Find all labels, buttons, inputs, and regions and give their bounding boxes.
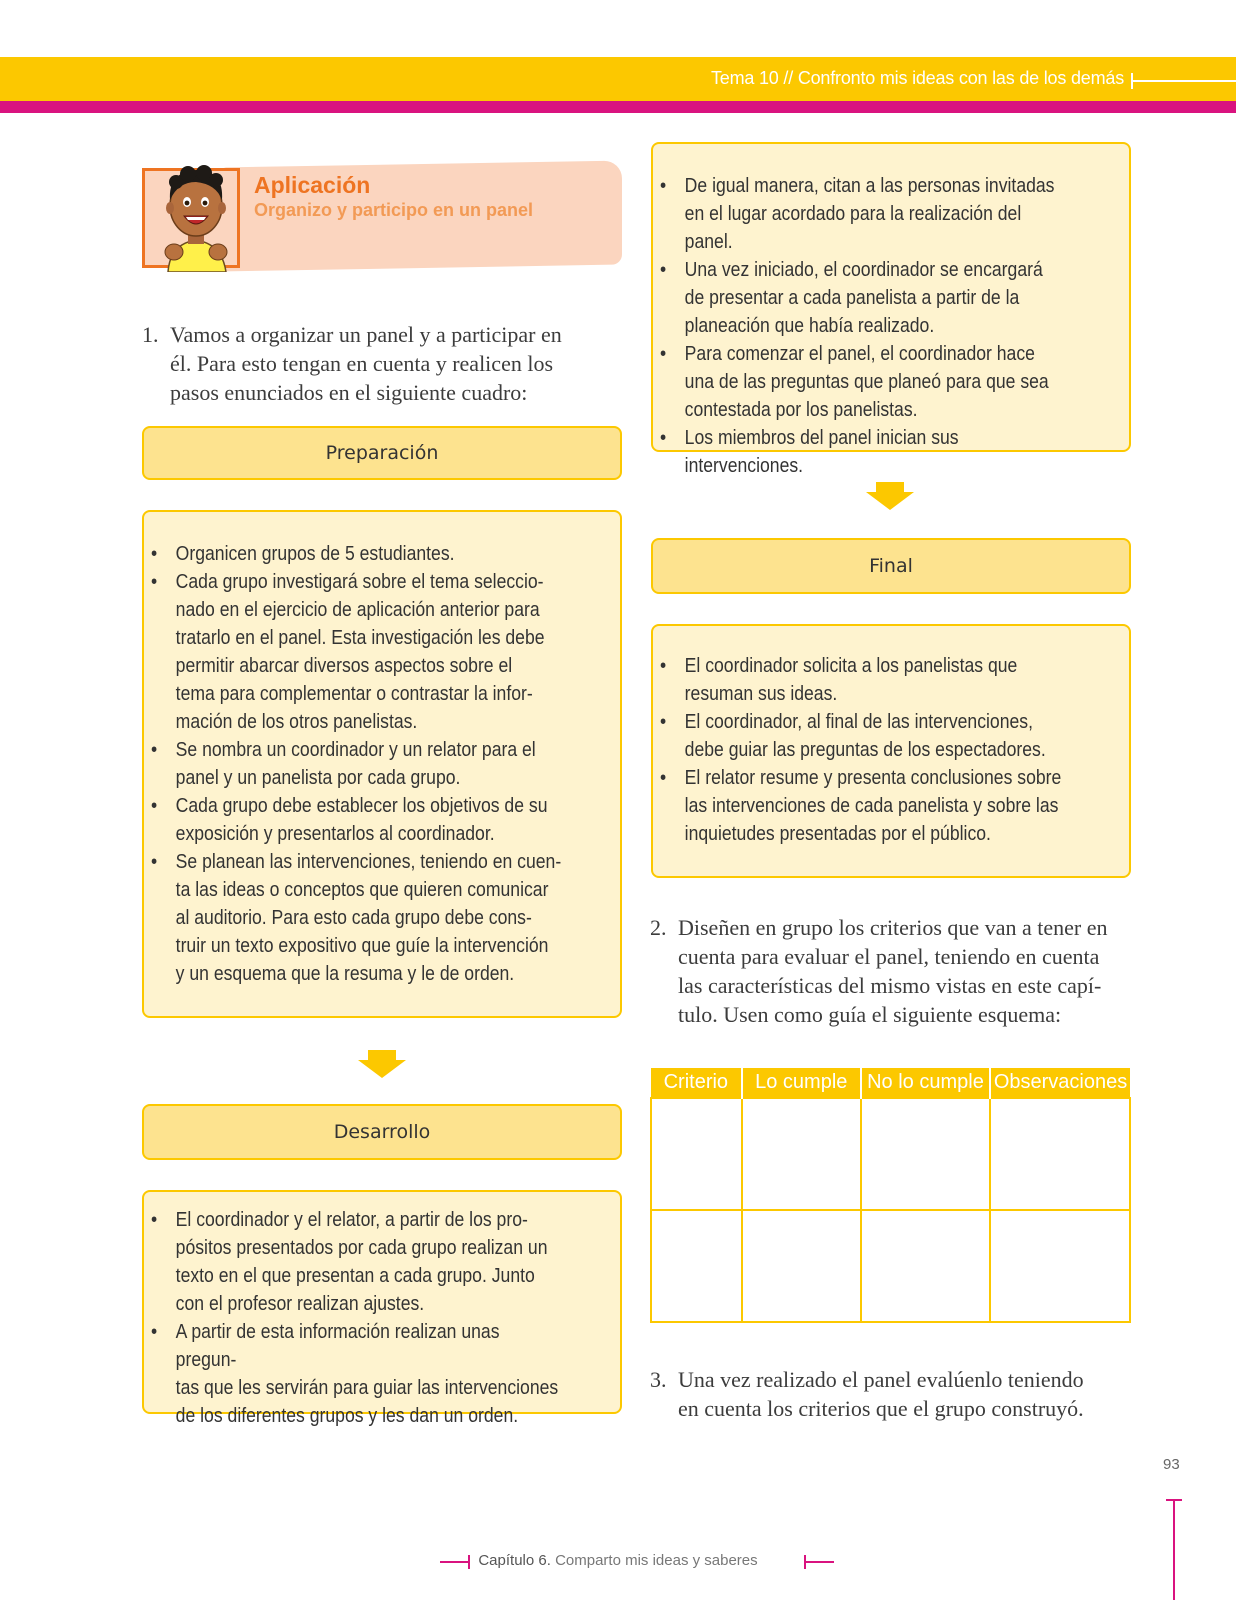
bullet-icon: • [151,795,158,817]
step-content-final [651,624,1131,878]
instruction-text [170,320,562,407]
instruction-number: 3. [650,1367,667,1392]
table-row [651,1210,1130,1322]
step-header-desarrollo [142,1104,622,1160]
bullet-icon: • [660,259,667,281]
list-item [144,1234,563,1262]
list-item-text: debe guiar las preguntas de los espectadores. [684,739,1046,761]
instruction-line: Diseñen en grupo los criterios que van a tener en [678,915,1108,940]
list-item [653,652,1072,680]
list-item-text: exposición y presentarlos al coordinador. [175,823,495,845]
bullet-icon: • [660,767,667,789]
step-content-preparacion [142,510,622,1018]
list-item [653,764,1072,792]
list-item-text: De igual manera, citan a las personas invitadas [684,175,1055,197]
list-item-text: tema para complementar o contrastar la infor- [175,683,533,705]
instruction-line: Una vez realizado el panel evalúenlo teniendo [678,1367,1084,1392]
page-number: 93 [1163,1456,1180,1473]
list-item [144,624,563,652]
list-item [653,680,1072,708]
instruction-3 [650,1365,1140,1425]
list-item [653,424,1072,480]
instruction-line: las características del mismo vistas en este capí- [678,973,1102,998]
list-item [144,1402,563,1430]
table-cell[interactable] [651,1210,742,1322]
instruction-line: cuenta para evaluar el panel, teniendo en cuenta [678,944,1100,969]
list-item [653,200,1072,256]
table-cell[interactable] [742,1098,861,1210]
table-cell[interactable] [861,1210,990,1322]
section-title: Aplicación [254,172,371,198]
instruction-text [678,913,1107,1029]
list-item [653,708,1072,736]
bullet-list [653,172,1072,480]
bullet-list [144,1206,563,1430]
list-item [144,652,563,680]
list-item-text: resuman sus ideas. [684,683,838,705]
list-item [144,1374,563,1402]
list-item [144,820,563,848]
list-item [144,904,563,932]
list-item [653,368,1072,396]
step-header-label: Preparación [325,442,439,464]
list-item-text: El coordinador y el relator, a partir de los pro- [175,1209,528,1231]
list-item [653,820,1072,848]
criteria-table [650,1068,1131,1323]
instruction-line: tulo. Usen como guía el siguiente esquema: [678,1002,1062,1027]
instruction-line: pasos enunciados en el siguiente cuadro: [170,380,528,405]
list-item-text: permitir abarcar diversos aspectos sobre el [175,655,513,677]
bullet-icon: • [660,711,667,733]
table-cell[interactable] [990,1210,1130,1322]
instruction-line: Vamos a organizar un panel y a participar en [170,322,562,347]
instruction-number: 2. [650,915,667,940]
list-item [144,596,563,624]
student-avatar-icon [154,160,240,272]
list-item [144,1318,563,1374]
bullet-icon: • [660,175,667,197]
step-header-label: Desarrollo [333,1121,431,1143]
step-content-desarrollo [142,1190,622,1427]
list-item [144,680,563,708]
list-item-text: una de las preguntas que planeó para que sea [684,371,1049,393]
bullet-icon: • [151,739,158,761]
instruction-text [678,1365,1084,1423]
list-item [144,1206,563,1234]
list-item-text: A partir de esta información realizan unas pregun- [175,1321,500,1371]
table-cell[interactable] [651,1098,742,1210]
list-item-text: y un esquema que la resuma y le de orden. [175,963,515,985]
list-item [653,256,1072,284]
list-item-text: Cada grupo debe establecer los objetivos de su [175,795,548,817]
header-rule [1132,80,1236,82]
list-item-text: texto en el que presentan a cada grupo. Junto [175,1265,535,1287]
list-item [144,932,563,960]
table-cell[interactable] [861,1098,990,1210]
table-row [651,1098,1130,1210]
list-item-text: Se planean las intervenciones, teniendo en cuen- [175,851,562,873]
table-header-row [651,1068,1130,1098]
list-item [653,340,1072,368]
footer-rule-right [804,1561,834,1563]
list-item [144,568,563,596]
list-item-text: Organicen grupos de 5 estudiantes. [175,543,455,565]
instruction-2 [650,913,1140,1033]
list-item [144,764,563,792]
list-item-text: Cada grupo investigará sobre el tema seleccio- [175,571,544,593]
list-item-text: Se nombra un coordinador y un relator para el [175,739,536,761]
bullet-icon: • [660,427,667,449]
list-item-text: contestada por los panelistas. [684,399,918,421]
list-item [144,792,563,820]
down-arrow-icon [356,1050,408,1080]
list-item-text: El coordinador, al final de las intervenciones, [684,711,1033,733]
list-item-text: panel y un panelista por cada grupo. [175,767,461,789]
list-item-text: al auditorio. Para esto cada grupo debe cons- [175,907,532,929]
list-item-text: pósitos presentados por cada grupo realizan un [175,1237,548,1259]
bullet-list [144,540,563,988]
application-banner [142,162,622,276]
bullet-icon: • [151,851,158,873]
list-item-text: inquietudes presentadas por el público. [684,823,991,845]
list-item-text: con el profesor realizan ajustes. [175,1293,425,1315]
page-marker-line [1173,1500,1175,1600]
step-content-desarrollo-continued [651,142,1131,477]
bullet-icon: • [660,343,667,365]
list-item [144,736,563,764]
page-header-title: Tema 10 // Confronto mis ideas con las de los demás [710,68,1124,88]
footer-title: Comparto mis ideas y saberes [555,1552,758,1569]
bullet-icon: • [151,1209,158,1231]
list-item [653,736,1072,764]
list-item [653,172,1072,200]
list-item-text: tratarlo en el panel. Esta investigación les debe [175,627,545,649]
list-item-text: Los miembros del panel inician sus intervenciones. [684,427,959,477]
list-item [653,312,1072,340]
bullet-icon: • [660,655,667,677]
table-cell[interactable] [742,1210,861,1322]
list-item-text: El coordinador solicita a los panelistas que [684,655,1018,677]
header-stripe [0,101,1236,113]
instruction-line: en cuenta los criterios que el grupo construyó. [678,1396,1084,1421]
footer-chapter: Capítulo 6. [478,1552,551,1569]
column-header-observaciones: Observaciones [990,1068,1130,1098]
step-header-preparacion [142,426,622,480]
list-item [144,1262,563,1290]
list-item-text: tas que les servirán para guiar las intervenciones [175,1377,559,1399]
list-item-text: planeación que había realizado. [684,315,935,337]
list-item-text: de presentar a cada panelista a partir de la [684,287,1020,309]
section-subtitle: Organizo y participo en un panel [254,200,534,220]
list-item-text: mación de los otros panelistas. [175,711,418,733]
list-item [653,284,1072,312]
list-item-text: nado en el ejercicio de aplicación anterior para [175,599,540,621]
list-item [144,960,563,988]
list-item-text: El relator resume y presenta conclusiones sobre [684,767,1062,789]
list-item-text: Una vez iniciado, el coordinador se encargará [684,259,1043,281]
page-footer [0,1552,1236,1569]
list-item [653,396,1072,424]
list-item-text: en el lugar acordado para la realización del panel. [684,203,1022,253]
down-arrow-icon [864,482,916,512]
instruction-number: 1. [142,322,159,347]
step-header-label: Final [869,555,913,577]
list-item-text: Para comenzar el panel, el coordinador hace [684,343,1035,365]
column-header-no-lo-cumple: No lo cumple [861,1068,990,1098]
list-item [144,1290,563,1318]
list-item-text: de los diferentes grupos y les dan un orden. [175,1405,519,1427]
list-item-text: las intervenciones de cada panelista y sobre las [684,795,1059,817]
table-cell[interactable] [990,1098,1130,1210]
bullet-icon: • [151,571,158,593]
list-item [144,876,563,904]
list-item [653,792,1072,820]
bullet-icon: • [151,1321,158,1343]
bullet-icon: • [151,543,158,565]
instruction-line: él. Para esto tengan en cuenta y realicen los [170,351,554,376]
list-item [144,848,563,876]
list-item [144,708,563,736]
list-item-text: truir un texto expositivo que guíe la intervención [175,935,549,957]
column-header-criterio: Criterio [651,1068,742,1098]
step-header-final [651,538,1131,594]
instruction-1 [142,320,622,410]
list-item-text: ta las ideas o conceptos que quieren comunicar [175,879,549,901]
bullet-list [653,652,1072,848]
list-item [144,540,563,568]
column-header-lo-cumple: Lo cumple [742,1068,861,1098]
